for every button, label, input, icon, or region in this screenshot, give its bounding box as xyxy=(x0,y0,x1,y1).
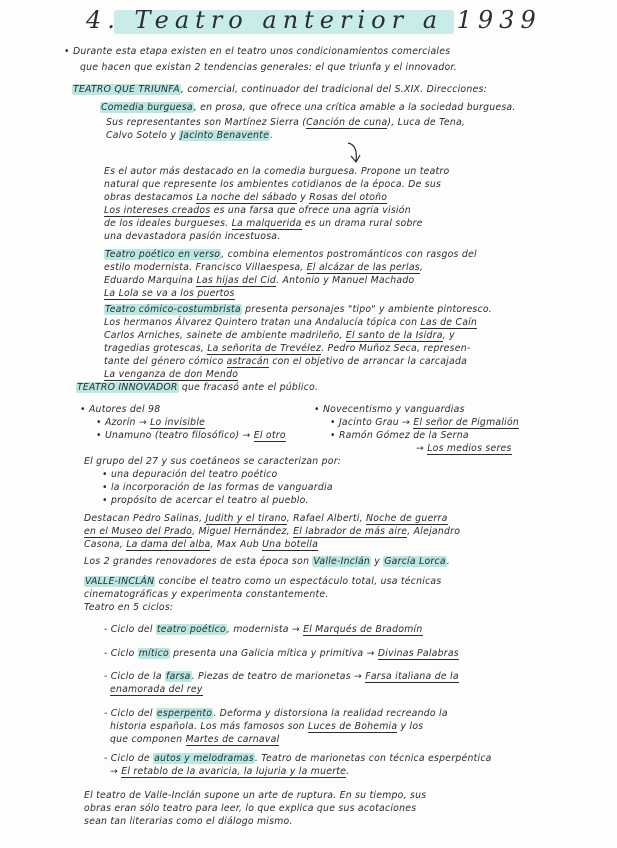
costumbrista-line-3: Carlos Arniches, sainete de ambiente madrileño, El santo de la Isidra, y xyxy=(104,330,455,341)
triunfa-heading: TEATRO QUE TRIUNFA xyxy=(73,84,180,95)
benavente-line-5: de los ideales burgueses. La malquerida es un drama rural sobre xyxy=(104,218,423,229)
valle-label: VALLE-INCLÁN xyxy=(85,576,155,587)
gomez-line: • Ramón Gómez de la Serna xyxy=(330,430,469,441)
valle-line-2: cinematográficas y experimenta constantemente. xyxy=(84,589,329,600)
benavente-line-4: Los intereses creados es una farsa que ofrece una agria visión xyxy=(104,205,411,216)
grau-line: • Jacinto Grau → El señor de Pigmalión xyxy=(330,417,520,428)
destacan-line-3: Casona, La dama del alba, Max Aub Una botella xyxy=(84,539,319,550)
benavente-line-6: una devastadora pasión incestuosa. xyxy=(104,231,281,242)
destacan-line-1: Destacan Pedro Salinas, Judith y el tirano, Rafael Alberti, Noche de guerra xyxy=(84,513,448,524)
benavente-line-1: Es el autor más destacado en la comedia burguesa. Propone un teatro xyxy=(104,166,450,177)
benavente-highlight: Jacinto Benavente xyxy=(180,130,270,141)
comedia-label: Comedia burguesa xyxy=(101,102,193,113)
poetico-line-3: Eduardo Marquina Las hijas del Cid. Antonio y Manuel Machado xyxy=(104,275,415,286)
comedia-line-1: Comedia burguesa, en prosa, que ofrece una crítica amable a la sociedad burguesa. xyxy=(101,102,516,113)
ciclo-4: - Ciclo del esperpento. Deforma y distorsiona la realidad recreando la xyxy=(104,708,448,719)
intro-line-1: • Durante esta etapa existen en el teatro unos condicionamientos comerciales xyxy=(64,46,451,57)
costumbrista-label: Teatro cómico-costumbrista xyxy=(105,304,241,315)
unamuno-line: • Unamuno (teatro filosófico) → El otro xyxy=(96,430,286,441)
ciclo-4-line-3: que componen Martes de carnaval xyxy=(110,734,280,745)
valle-line-1: VALLE-INCLÁN concibe el teatro como un espectáculo total, usa técnicas xyxy=(85,576,442,587)
costumbrista-line-2: Los hermanos Álvarez Quintero tratan una Andalucía tópica con Las de Caín xyxy=(104,317,478,328)
comedia-line-3: Calvo Sotelo y Jacinto Benavente. xyxy=(106,130,274,141)
innovador-heading: TEATRO INNOVADOR xyxy=(77,382,178,393)
innovador-heading-line: TEATRO INNOVADOR que fracasó ante el público. xyxy=(77,382,319,393)
arrow-down-icon xyxy=(344,141,368,165)
poetico-label: Teatro poético en verso xyxy=(105,249,221,260)
azorin-line: • Azorín → Lo invisible xyxy=(96,417,206,428)
costumbrista-line-1: Teatro cómico-costumbrista presenta personajes "tipo" y ambiente pintoresco. xyxy=(105,304,493,315)
comedia-line-2: Sus representantes son Martínez Sierra (Canción de cuna), Luca de Tena, xyxy=(106,117,466,128)
ciclo-1: - Ciclo del teatro poético, modernista → El Marqués de Bradomín xyxy=(104,624,423,635)
page-title: 4. Teatro anterior a 1939 xyxy=(86,6,542,34)
poetico-line-1: Teatro poético en verso, combina elementos postrománticos con rasgos del xyxy=(105,249,477,260)
destacan-line-2: en el Museo del Prado, Miguel Hernández, El labrador de más aire, Alejandro xyxy=(84,526,461,537)
novecentismo-label: • Novecentismo y vanguardias xyxy=(314,404,465,415)
renovadores-line: Los 2 grandes renovadores de esta época son Valle-Inclán y García Lorca. xyxy=(84,556,451,567)
autores98-label: • Autores del 98 xyxy=(80,404,161,415)
grupo27-line-1: El grupo del 27 y sus coetáneos se caracterizan por: xyxy=(84,456,342,467)
benavente-line-2: natural que represente los ambientes cotidianos de la época. De sus xyxy=(104,179,442,190)
ciclo-5: - Ciclo de autos y melodramas. Teatro de marionetas con técnica esperpéntica xyxy=(104,753,492,764)
ciclo-3-line-2: enamorada del rey xyxy=(110,684,203,695)
costumbrista-line-5: tante del género cómico astracán con el objetivo de arrancar la carcajada xyxy=(104,356,468,367)
grupo27-line-2: • una depuración del teatro poético xyxy=(102,469,278,480)
final-line-3: sean tan literarias como el diálogo mismo. xyxy=(84,816,293,827)
costumbrista-line-6: La venganza de don Mendo xyxy=(104,369,239,380)
ciclo-4-line-2: historia española. Los más famosos son Luces de Bohemia y los xyxy=(110,721,424,732)
ciclo-2: - Ciclo mítico presenta una Galicia mítica y primitiva → Divinas Palabras xyxy=(104,648,459,659)
ciclo-3: - Ciclo de la farsa. Piezas de teatro de marionetas → Farsa italiana de la xyxy=(104,671,459,682)
final-line-1: El teatro de Valle-Inclán supone un arte de ruptura. En su tiempo, sus xyxy=(84,790,427,801)
triunfa-heading-line: TEATRO QUE TRIUNFA, comercial, continuador del tradicional del S.XIX. Direcciones: xyxy=(73,84,487,95)
medios-line: → Los medios seres xyxy=(416,443,512,454)
poetico-line-4: La Lola se va a los puertos xyxy=(104,288,235,299)
valle-line-3: Teatro en 5 ciclos: xyxy=(84,602,174,613)
costumbrista-line-4: tragedias grotescas, La señorita de Trevélez. Pedro Muñoz Seca, represen- xyxy=(104,343,471,354)
intro-line-2: que hacen que existan 2 tendencias generales: el que triunfa y el innovador. xyxy=(80,62,457,73)
grupo27-line-4: • propósito de acercar el teatro al pueblo. xyxy=(102,495,309,506)
final-line-2: obras eran sólo teatro para leer, lo que explica que sus acotaciones xyxy=(84,803,417,814)
ciclo-5-line-2: → El retablo de la avaricia, la lujuria y la muerte. xyxy=(110,766,350,777)
benavente-line-3: obras destacamos La noche del sábado y Rosas del otoño xyxy=(104,192,388,203)
poetico-line-2: estilo modernista. Francisco Villaespesa, El alcázar de las perlas, xyxy=(104,262,424,273)
grupo27-line-3: • la incorporación de las formas de vanguardia xyxy=(102,482,333,493)
